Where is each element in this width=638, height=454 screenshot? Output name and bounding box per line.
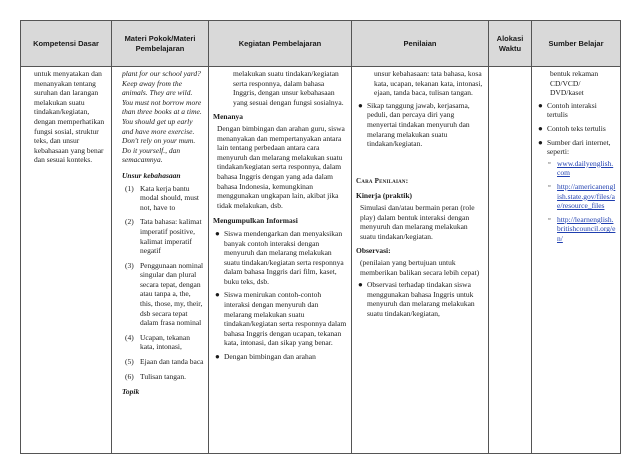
unsur-kebahasaan-heading: Unsur kebahasaan bbox=[122, 170, 181, 180]
header-alokasi-waktu: Alokasi Waktu bbox=[489, 21, 532, 67]
cell-kompetensi bbox=[21, 67, 112, 454]
cell-penilaian bbox=[352, 67, 489, 454]
menanya-text: Dengan bimbingan dan arahan guru, siswa menanyakan dan mempertanyakan antara lain tentang perbedaan antara cara menyuruh dan melarang melakukan suatu tindakan/kegiatan serta responnya, dalam bahasa Inggris dengan yang ada dalam bahasa Indonesia, kemungkinan menggunakan ungkapan lain, akibat jika tidak melakukan, dsb. bbox=[217, 123, 345, 210]
list-item: ● Contoh teks tertulis bbox=[538, 123, 606, 133]
sumber-links bbox=[547, 159, 616, 244]
kompetensi-text: untuk menyatakan dan menanyakan tentang suruhan dan larangan melakukan suatu tindakan/kegiatan, dengan memperhatikan fungsi sosial, struktur teks, dan unsur kebahasaan yang benar dan sesuai konteks. bbox=[34, 69, 105, 165]
header-materi-pokok: Materi Pokok/Materi Pembelajaran bbox=[112, 21, 209, 67]
list-item: (5) Ejaan dan tanda baca bbox=[125, 357, 204, 367]
list-item: ● Siswa mendengarkan dan menyaksikan banyak contoh interaksi dengan menyuruh dan melarang melakukan suatu tindakan/kegiatan serta responnya dalam bahasa Inggris dari film, kaset, buku teks, dsb. bbox=[215, 228, 344, 286]
penilaian-bullets-2 bbox=[356, 280, 484, 318]
mengumpulkan-informasi-heading: Mengumpulkan Informasi bbox=[213, 216, 298, 226]
cara-penilaian-heading: Cara Penilaian: bbox=[356, 176, 409, 185]
header-row bbox=[21, 21, 621, 67]
unsur-list bbox=[122, 184, 204, 382]
list-item: (1) Kata kerja bantu modal should, must not, have to bbox=[125, 183, 199, 212]
bullet-dot-icon: ● bbox=[538, 137, 543, 147]
list-item: ● Dengan bimbingan dan arahan bbox=[215, 352, 316, 362]
sumber-bullets bbox=[536, 101, 616, 244]
list-item bbox=[547, 182, 616, 211]
penilaian-bullets-1 bbox=[356, 101, 484, 149]
list-item bbox=[547, 215, 616, 244]
link-dailyenglish[interactable]: www.dailyenglish.com bbox=[557, 158, 614, 178]
list-item: (4) Ucapan, tekanan kata, intonasi, bbox=[125, 332, 190, 352]
list-item: (6) Tulisan tangan. bbox=[125, 371, 186, 381]
observasi-heading: Observasi: bbox=[356, 246, 391, 256]
bullet-dot-icon: ● bbox=[215, 352, 220, 362]
materi-examples: plant for our school yard? Keep away from the animals. They are wild. You must not borrow more than three books at a time. You should get up early and have more exercise. Don't rely on your mum. Do it yourself., dan semacamnya. bbox=[122, 69, 202, 165]
topik-heading: Topik bbox=[122, 387, 140, 397]
square-bullet-icon: ▫ bbox=[548, 158, 551, 167]
table-row bbox=[21, 67, 621, 454]
header-kegiatan-pembelajaran: Kegiatan Pembelajaran bbox=[209, 21, 352, 67]
square-bullet-icon: ▫ bbox=[548, 214, 551, 223]
cell-materi bbox=[112, 67, 209, 454]
list-item: (2) Tata bahasa: kalimat imperatif positive, kalimat imperatif negatif bbox=[125, 217, 202, 256]
header-penilaian: Penilaian bbox=[352, 21, 489, 67]
bullet-dot-icon: ● bbox=[215, 228, 220, 238]
kegiatan-intro: melakukan suatu tindakan/kegiatan serta responnya, dalam bahasa Inggris, dengan unsur kebahasaan yang sesuai dengan fungsi sosialnya. bbox=[233, 69, 344, 107]
list-item: ● Sumber dari internet, seperti: ▫ www.dailyenglish.com ▫ http://americanenglish.state.gov/files/ae/resource_files ▫ http://learnenglish.britishcouncil.org/en/ bbox=[538, 137, 616, 243]
list-item: ● Sikap tanggung jawab, kerjasama, peduli, dan percaya diri yang menyertai tindakan menyuruh dan melarang melakukan suatu tindakan/kegiatan. bbox=[358, 100, 470, 149]
kegiatan-bullets bbox=[213, 229, 347, 362]
list-item: ● Observasi terhadap tindakan siswa menggunakan bahasa Inggris untuk menyuruh dan melarang melakukan suatu tindakan/kegiatan, bbox=[358, 280, 475, 318]
header-kompetensi-dasar: Kompetensi Dasar bbox=[21, 21, 112, 67]
bullet-dot-icon: ● bbox=[215, 290, 220, 300]
bullet-dot-icon: ● bbox=[358, 100, 363, 110]
list-item: ● Contoh interaksi tertulis bbox=[538, 100, 597, 120]
cell-sumber bbox=[532, 67, 621, 454]
bullet-dot-icon: ● bbox=[538, 100, 543, 110]
list-item bbox=[547, 159, 616, 178]
square-bullet-icon: ▫ bbox=[548, 181, 551, 190]
cell-kegiatan bbox=[209, 67, 352, 454]
sumber-intro: bentuk rekaman CD/VCD/ DVD/kaset bbox=[550, 69, 599, 98]
observasi-text: (penilaian yang bertujuan untuk memberikan balikan secara lebih cepat) bbox=[360, 257, 480, 277]
list-item: (3) Penggunaan nominal singular dan plural secara tepat, dengan atau tanpa a, the, this, those, my, their, dsb secara tepat dalam frasa nominal bbox=[125, 260, 204, 328]
header-sumber-belajar: Sumber Belajar bbox=[532, 21, 621, 67]
link-americanenglish[interactable]: http://americanenglish.state.gov/files/ae/resource_files bbox=[557, 181, 616, 211]
cell-alokasi bbox=[489, 67, 532, 454]
syllabus-table bbox=[20, 20, 621, 454]
kinerja-heading: Kinerja (praktik) bbox=[356, 191, 413, 201]
list-item: ● Siswa menirukan contoh-contoh interaksi dengan menyuruh dan melarang melakukan suatu tindakan/kegiatan serta responnya dalam bahasa Inggris dengan ucapan, tekanan kata, intonasi, dan sikap yang benar. bbox=[215, 290, 347, 348]
menanya-heading: Menanya bbox=[213, 112, 243, 122]
penilaian-intro: unsur kebahasaan: tata bahasa, kosa kata, ucapan, tekanan kata, intonasi, ejaan, tanda baca, tulisan tangan. bbox=[374, 69, 483, 98]
bullet-dot-icon: ● bbox=[358, 280, 363, 290]
link-learnenglish[interactable]: http://learnenglish.britishcouncil.org/en/ bbox=[557, 214, 616, 243]
kinerja-text: Simulasi dan/atau bermain peran (role play) dalam bentuk interaksi dengan menyuruh dan melarang melakukan suatu tindakan/kegiatan. bbox=[360, 202, 475, 241]
bullet-dot-icon: ● bbox=[538, 123, 543, 133]
